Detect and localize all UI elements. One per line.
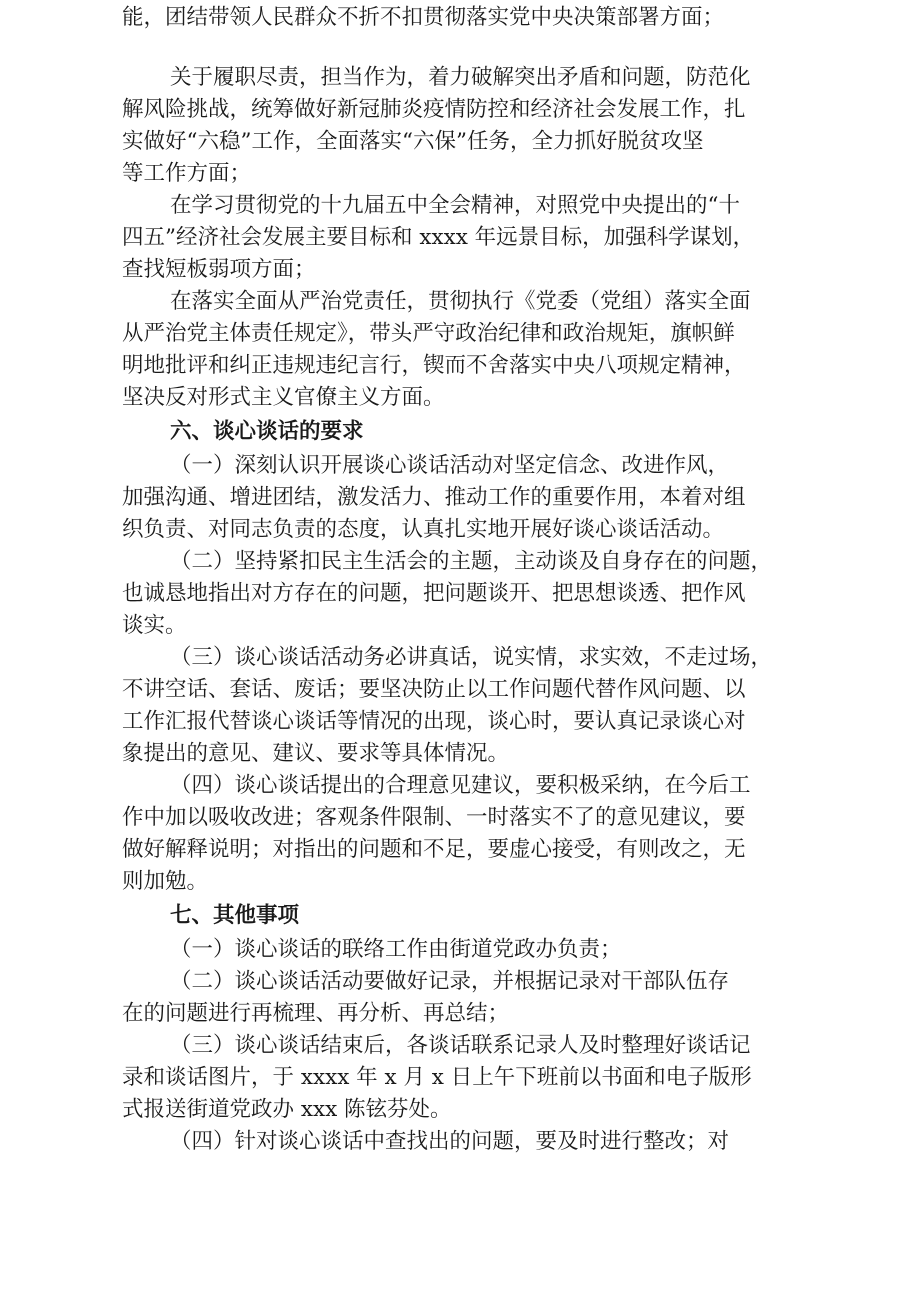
text-line: 关于履职尽责，担当作为，着力破解突出矛盾和问题，防范化 <box>170 65 751 90</box>
text-line: 能，团结带领人民群众不折不扣贯彻落实党中央决策部署方面； <box>122 5 725 30</box>
text-line: 象提出的意见、建议、要求等具体情况。 <box>122 741 510 766</box>
text-line: （四）针对谈心谈话中查找出的问题，要及时进行整改；对 <box>170 1129 730 1154</box>
text-line: 等工作方面； <box>122 161 252 186</box>
text-line: 坚决反对形式主义官僚主义方面。 <box>122 385 445 410</box>
text-line: 加强沟通、增进团结，激发活力、推动工作的重要作用，本着对组 <box>122 485 746 510</box>
text-line: 工作汇报代替谈心谈话等情况的出现，谈心时，要认真记录谈心对 <box>122 709 746 734</box>
text-line: 四五”经济社会发展主要目标和 xxxx 年远景目标，加强科学谋划， <box>122 225 755 250</box>
text-line: 做好解释说明；对指出的问题和不足，要虚心接受，有则改之，无 <box>122 837 746 862</box>
text-line: 实做好“六稳”工作，全面落实“六保”任务，全力抓好脱贫攻坚 <box>122 129 704 154</box>
text-line: 也诚恳地指出对方存在的问题，把问题谈开、把思想谈透、把作风 <box>122 581 746 606</box>
text-line: 作中加以吸收改进；客观条件限制、一时落实不了的意见建议，要 <box>122 805 746 830</box>
text-line: 明地批评和纠正违规违纪言行，锲而不舍落实中央八项规定精神， <box>122 353 746 378</box>
text-line: 在学习贯彻党的十九届五中全会精神，对照党中央提出的“十 <box>170 193 740 218</box>
text-line: （三）谈心谈话活动务必讲真话，说实情，求实效，不走过场， <box>170 645 773 670</box>
text-line: 解风险挑战，统筹做好新冠肺炎疫情防控和经济社会发展工作，扎 <box>122 97 746 122</box>
text-line: （二）谈心谈话活动要做好记录，并根据记录对干部队伍存 <box>170 969 730 994</box>
text-line: 谈实。 <box>122 613 187 638</box>
text-line: 在落实全面从严治党责任，贯彻执行《党委（党组）落实全面 <box>170 289 751 314</box>
text-line: 则加勉。 <box>122 869 209 894</box>
text-line: （一）谈心谈话的联络工作由街道党政办负责； <box>170 937 622 962</box>
text-line: 录和谈话图片，于 xxxx 年 x 月 x 日上午下班前以书面和电子版形 <box>122 1065 752 1090</box>
text-line: 织负责、对同志负责的态度，认真扎实地开展好谈心谈话活动。 <box>122 517 725 542</box>
text-line: （三）谈心谈话结束后，各谈话联系记录人及时整理好谈话记 <box>170 1033 751 1058</box>
text-line: 不讲空话、套话、废话；要坚决防止以工作问题代替作风问题、以 <box>122 677 746 702</box>
text-line: 从严治党主体责任规定》，带头严守政治纪律和政治规矩，旗帜鲜 <box>122 321 735 346</box>
section-heading: 六、谈心谈话的要求 <box>170 419 364 444</box>
section-heading: 七、其他事项 <box>170 903 300 928</box>
text-line: 式报送街道党政办 xxx 陈铉芬处。 <box>122 1097 452 1122</box>
text-line: （二）坚持紧扣民主生活会的主题，主动谈及自身存在的问题， <box>170 549 773 574</box>
text-line: 查找短板弱项方面； <box>122 257 316 282</box>
text-line: （四）谈心谈话提出的合理意见建议，要积极采纳，在今后工 <box>170 773 751 798</box>
text-line: （一）深刻认识开展谈心谈话活动对坚定信念、改进作风， <box>170 453 730 478</box>
text-line: 在的问题进行再梳理、再分析、再总结； <box>122 1001 510 1026</box>
